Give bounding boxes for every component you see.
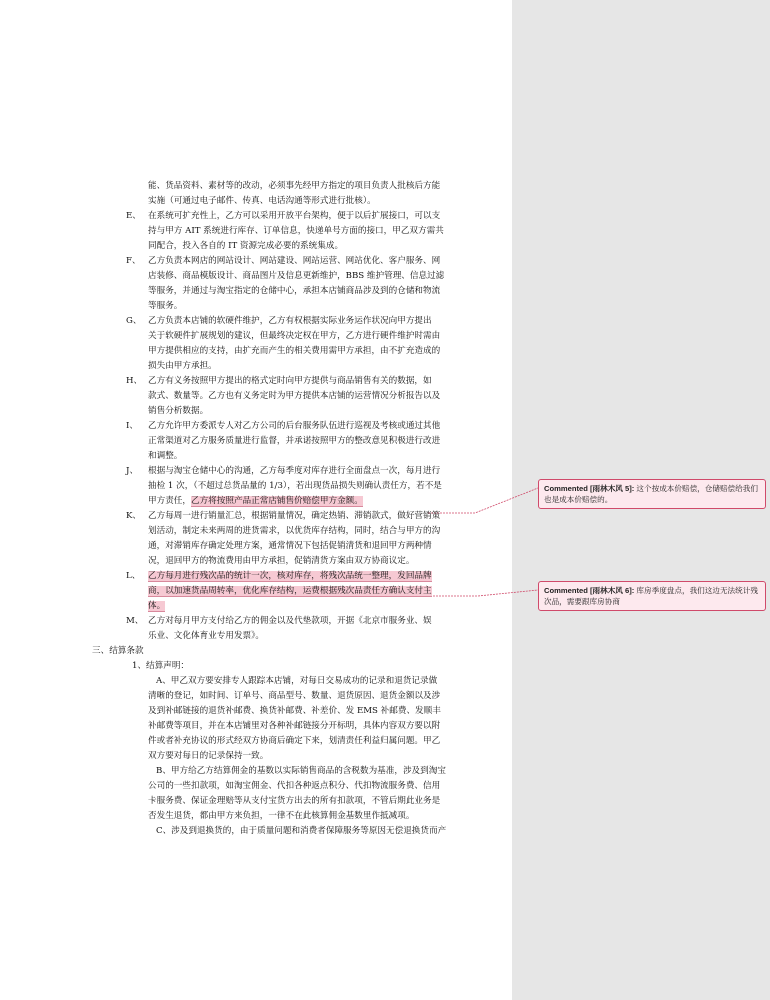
clause-i: [0, 419, 512, 464]
text-line: 在系统可扩充性上，乙方可以采用开放平台架构，便于以后扩展接口，可以支: [148, 211, 441, 221]
commented-text-6[interactable]: 商，以加速货品周转率，优化库存结构，运费根据残次品责任方确认支付主: [148, 586, 432, 596]
text-line: 卡服务费、保证金理赔等从支付宝货方出去的所有扣款项，不管后期此业务是: [148, 796, 441, 806]
clause-h: [0, 374, 512, 419]
text-line: 正常渠道对乙方服务质量进行监督，并承诺按照甲方的整改意见积极进行改进: [148, 436, 441, 446]
clause-marker: J、: [126, 466, 139, 476]
document-body: [0, 179, 512, 839]
clause-3-1-b: [0, 764, 512, 824]
text-line: 关于软硬件扩展规划的建议，但最终决定权在甲方，乙方进行硬件维护时需由: [148, 331, 441, 341]
clause-g: [0, 314, 512, 374]
text-line: 乙方负责本网店的网站设计、网站建设、网站运营、网站优化、客户服务、网: [148, 256, 441, 266]
text-line: 和调整。: [148, 451, 183, 461]
text-line: 否发生退货，都由甲方来负担，一律不在此核算佣金基数里作抵减项。: [148, 811, 415, 821]
clause-m: [0, 614, 512, 644]
comment-label: Commented [雨林木风 6]:: [544, 586, 635, 595]
text-line: 清晰的登记，如时间、订单号、商品型号、数量、退货原因、退货金额以及涉: [148, 691, 441, 701]
clause-k: [0, 509, 512, 569]
clause-continuation: [0, 179, 512, 209]
comment-balloon-5[interactable]: [538, 479, 766, 509]
text-line: 况，退回甲方的物流费用由甲方承担，促销清货方案由双方协商议定。: [148, 556, 415, 566]
text-line: 根据与淘宝仓储中心的沟通，乙方每季度对库存进行全面盘点一次，每月进行: [148, 466, 441, 476]
clause-j: [0, 464, 512, 509]
text-line: [148, 569, 502, 584]
clause-3-1-c: [0, 824, 512, 839]
text-line: 等服务，并通过与淘宝指定的仓储中心，承担本店铺商品涉及到的仓储和物流: [148, 286, 441, 296]
comment-text: 库房季度盘点，我们这边无法统计残次品，需要跟库房协商: [544, 586, 758, 606]
clause-marker: H、: [126, 376, 143, 386]
text-line: 乙方有义务按照甲方提出的格式定时向甲方提供与商品销售有关的数据，如: [148, 376, 432, 386]
text-line: [148, 494, 502, 509]
comment-label: Commented [雨林木风 5]:: [544, 484, 635, 493]
text-line: 款式、数量等。乙方也有义务定时为甲方提供本店铺的运营情况分析报告以及: [148, 391, 441, 401]
text-line: 持与甲方 AIT 系统进行库存、订单信息，快递单号方面的接口，甲乙双方需共: [148, 226, 444, 236]
clause-marker: E、: [126, 211, 141, 221]
clause-marker: K、: [126, 511, 142, 521]
clause-marker: L、: [126, 571, 141, 581]
text-line: 抽检 1 次，（不超过总货品量的 1/3），若出现货品损失则确认责任方，若不是: [148, 481, 442, 491]
text-line: 甲方提供相应的支持，由扩充而产生的相关费用需甲方承担，由不扩充造成的: [148, 346, 441, 356]
text-line: B、甲方给乙方结算佣金的基数以实际销售商品的含税数为基准，涉及到淘宝: [156, 766, 446, 776]
text-line: 件或者补充协议的形式经双方协商后确定下来，划清责任利益归属问题。甲乙: [148, 736, 441, 746]
clause-marker: F、: [126, 256, 141, 266]
clause-e: [0, 209, 512, 254]
text-line: 能、货品资料、素材等的改动，必须事先经甲方指定的项目负责人批核后方能: [148, 181, 441, 191]
clause-marker: G、: [126, 316, 142, 326]
clause-l: [0, 569, 512, 614]
commented-text-6[interactable]: 体。: [148, 601, 166, 611]
text-line: 及到补邮链接的退货补邮费、换货补邮费、补差价、发 EMS 补邮费、发顺丰: [148, 706, 441, 716]
commented-text-5[interactable]: 乙方将按照产品正常店铺售价赔偿甲方金额。: [190, 496, 363, 506]
text-line: [148, 584, 502, 599]
text-line: 店装修、商品模版设计、商品图片及信息更新维护，BBS 维护管理、信息过滤: [148, 271, 445, 281]
text-line: 销售分析数据。: [148, 406, 209, 416]
text-line: 公司的一些扣款项，如淘宝佣金、代扣各种返点积分、代扣物流服务费、信用: [148, 781, 441, 791]
text-line: 损失由甲方承担。: [148, 361, 217, 371]
text-line: 乙方对每月甲方支付给乙方的佣金以及代垫款项，开据《北京市服务业、娱: [148, 616, 432, 626]
text-line: 乙方负责本店铺的软硬件维护，乙方有权根据实际业务运作状况向甲方提出: [148, 316, 432, 326]
text-line: 乙方每周一进行销量汇总，根据销量情况，确定热销、滞销款式，做好营销策: [148, 511, 441, 521]
text-line: [148, 599, 502, 614]
commented-text-6[interactable]: 乙方每月进行残次品的统计一次，核对库存，将残次品统一整理，发回品牌: [148, 571, 432, 581]
text-line: 实施（可通过电子邮件、传真、电话沟通等形式进行批核）。: [148, 196, 376, 206]
subsection-heading: 1、结算声明：: [132, 661, 190, 671]
comment-text: 这个按成本价赔偿，仓储赔偿给我们也是成本价赔偿的。: [544, 484, 758, 504]
text-line: C、涉及到退换货的，由于质量问题和消费者保障服务等原因无偿退换货而产: [156, 826, 447, 836]
text-line: 乐业、文化体育业专用发票》。: [148, 631, 265, 641]
text-line: 乙方允许甲方委派专人对乙方公司的后台服务队伍进行巡视及考核或通过其他: [148, 421, 441, 431]
section-heading: 三、结算条款: [92, 646, 144, 656]
text-line: 同配合，投入各自的 IT 资源完成必要的系统集成。: [148, 241, 344, 251]
clause-3-1-a: [0, 674, 512, 764]
text-line: 划活动，制定未来两周的进货需求，以优货库存结构，同时，结合与甲方的沟: [148, 526, 441, 536]
clause-marker: I、: [126, 421, 138, 431]
text-line: 双方要对每日的记录保持一致。: [148, 751, 269, 761]
comment-balloon-6[interactable]: [538, 581, 766, 611]
clause-f: [0, 254, 512, 314]
text-line: 等服务。: [148, 301, 183, 311]
text-line: 通，对滞销库存确定处理方案，通常情况下包括促销清货和退回甲方两种情: [148, 541, 432, 551]
text-line: A、甲乙双方要安排专人跟踪本店铺，对每日交易成功的记录和退货记录做: [156, 676, 438, 686]
text-plain: 甲方责任，: [148, 496, 191, 506]
clause-marker: M、: [126, 616, 144, 626]
text-line: 补邮费等项目，并在本店铺里对各种补邮链接分开标明，具体内容双方要以附: [148, 721, 441, 731]
